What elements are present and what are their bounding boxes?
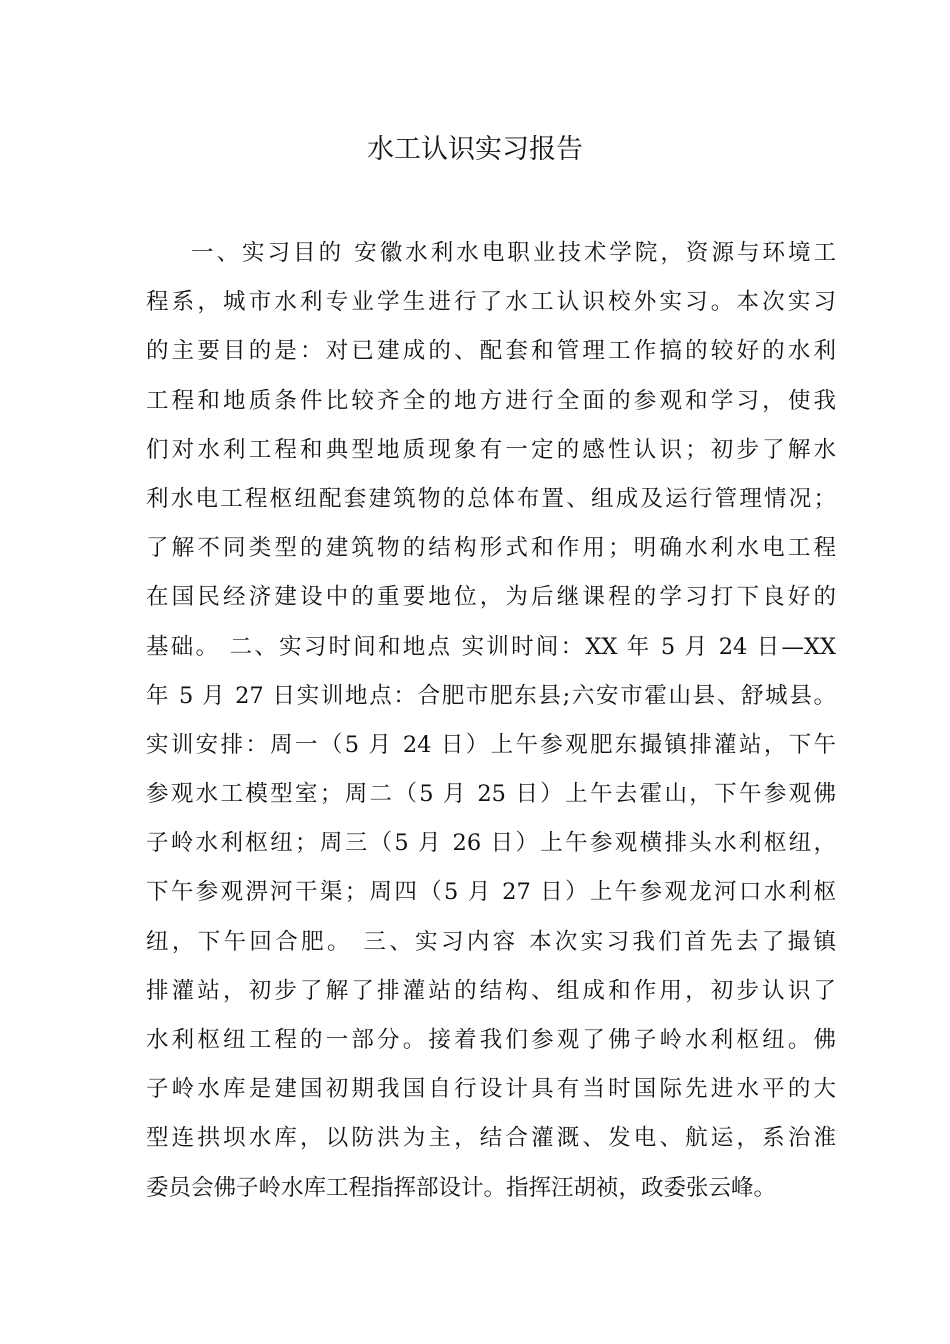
body-line-15: 纽，下午回合肥。 三、实习内容 本次实习我们首先去了撮镇 (146, 928, 836, 955)
body-line-12: 参观水工模型室；周二（5 月 25 日）上午去霍山，下午参观佛 (146, 781, 836, 808)
body-line-10: 年 5 月 27 日实训地点：合肥市肥东县;六安市霍山县、舒城县。 (146, 682, 836, 709)
body-line-9: 基础。 二、实习时间和地点 实训时间：XX 年 5 月 24 日—XX (146, 633, 836, 660)
document-title: 水工认识实习报告 (367, 134, 583, 165)
body-line-16: 排灌站，初步了解了排灌站的结构、组成和作用，初步认识了 (146, 977, 836, 1004)
body-line-1: 一、实习目的 安徽水利水电职业技术学院，资源与环境工 (191, 240, 836, 266)
body-line-5: 们对水利工程和典型地质现象有一定的感性认识；初步了解水 (146, 436, 836, 463)
body-line-4: 工程和地质条件比较齐全的地方进行全面的参观和学习，使我 (146, 387, 836, 414)
body-line-3: 的主要目的是：对已建成的、配套和管理工作搞的较好的水利 (146, 338, 836, 365)
body-line-8: 在国民经济建设中的重要地位，为后继课程的学习打下良好的 (146, 584, 836, 611)
body-line-17: 水利枢纽工程的一部分。接着我们参观了佛子岭水利枢纽。佛 (146, 1027, 836, 1053)
body-line-2: 程系，城市水利专业学生进行了水工认识校外实习。本次实习 (146, 289, 836, 316)
body-line-13: 子岭水利枢纽；周三（5 月 26 日）上午参观横排头水利枢纽， (146, 830, 836, 857)
body-line-20: 委员会佛子岭水库工程指挥部设计。指挥汪胡祯，政委张云峰。 (146, 1174, 777, 1201)
body-line-19: 型连拱坝水库，以防洪为主，结合灌溉、发电、航运，系治淮 (146, 1125, 836, 1152)
body-line-14: 下午参观淠河干渠；周四（5 月 27 日）上午参观龙河口水利枢 (146, 879, 836, 906)
body-line-6: 利水电工程枢纽配套建筑物的总体布置、组成及运行管理情况； (146, 485, 836, 512)
body-line-7: 了解不同类型的建筑物的结构形式和作用；明确水利水电工程 (146, 535, 836, 562)
body-line-18: 子岭水库是建国初期我国自行设计具有当时国际先进水平的大 (146, 1076, 836, 1103)
document-body (146, 229, 836, 1213)
body-line-11: 实训安排：周一（5 月 24 日）上午参观肥东撮镇排灌站，下午 (146, 731, 836, 758)
